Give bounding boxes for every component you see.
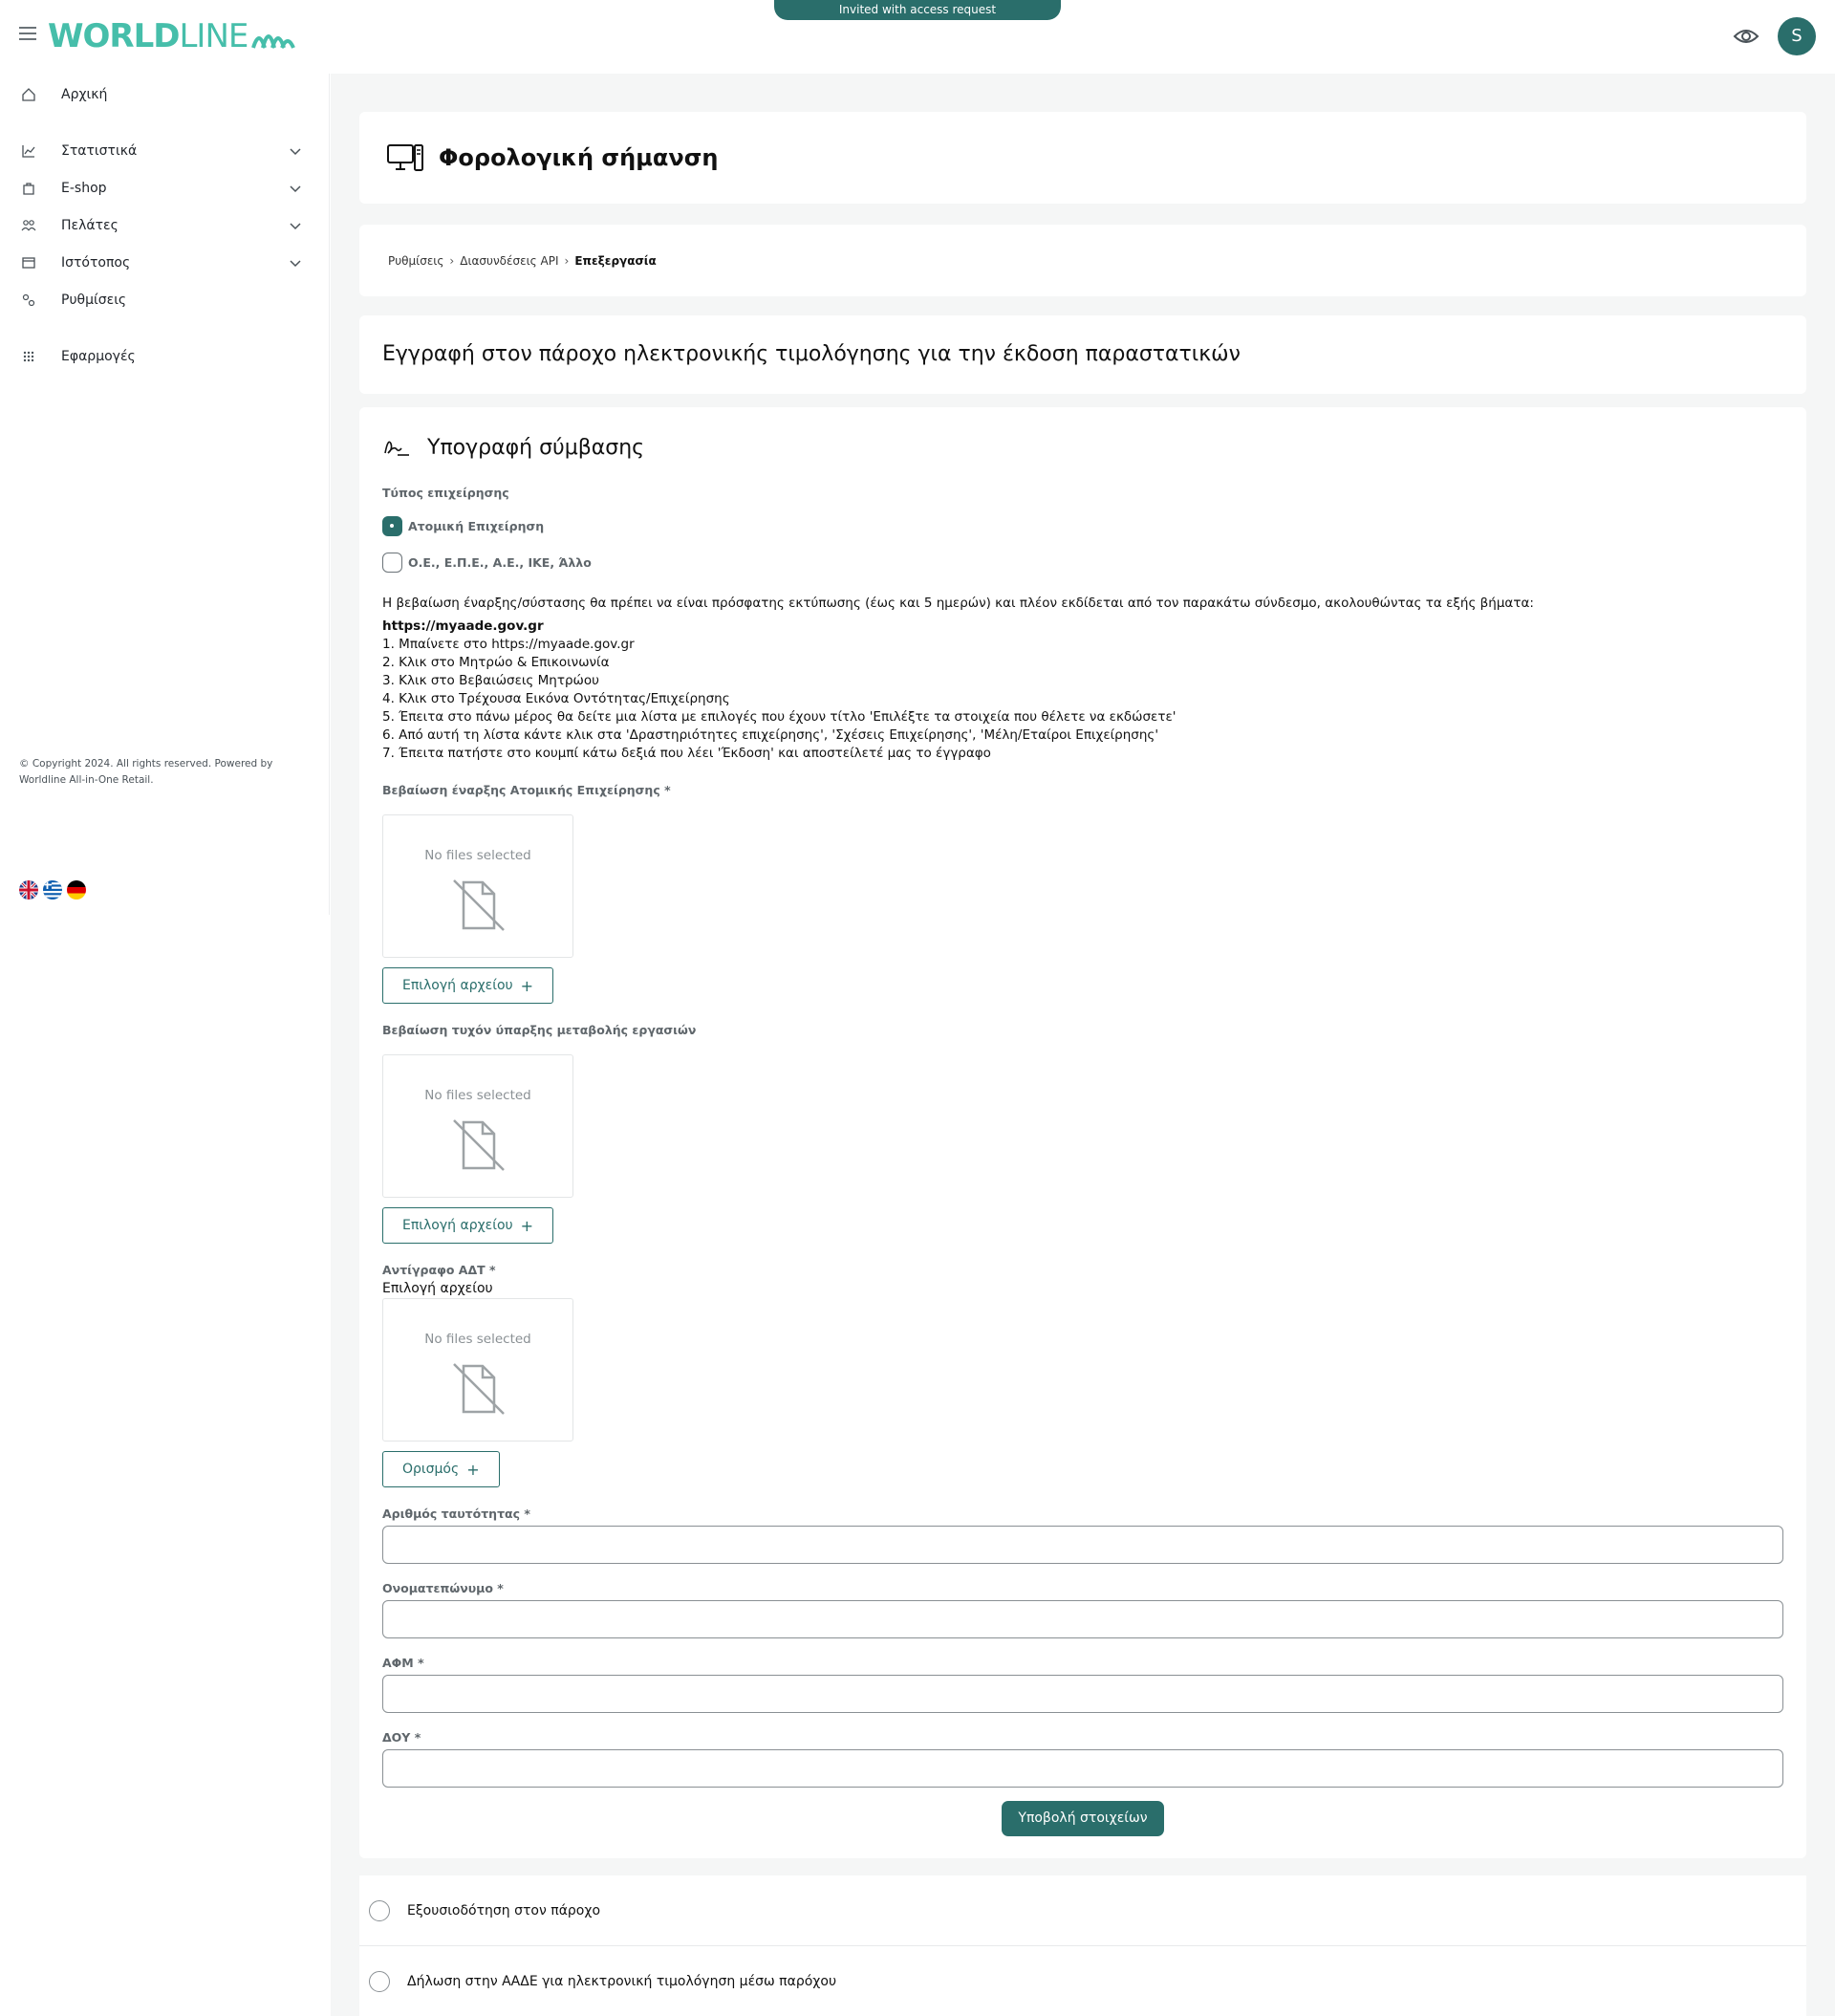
sidebar-item-label: E-shop bbox=[61, 181, 107, 196]
plus-icon: + bbox=[520, 976, 534, 995]
step-aade-declaration[interactable] bbox=[359, 1946, 1806, 2016]
radio-checked-icon[interactable] bbox=[382, 516, 402, 536]
chart-icon bbox=[21, 143, 36, 159]
home-icon bbox=[21, 87, 36, 102]
invite-badge: Invited with access request bbox=[774, 0, 1061, 20]
plus-icon: + bbox=[466, 1460, 480, 1479]
chevron-down-icon bbox=[289, 219, 302, 232]
settings-icon bbox=[21, 293, 36, 308]
instructions-intro: Η βεβαίωση έναρξης/σύστασης θα πρέπει να είναι πρόσφατης εκτύπωσης (έως και 5 ημερών) και πλέον εκδίδεται από τον παρακάτω σύνδεσμο, ακολουθώντας τα εξής βήματα: bbox=[382, 596, 1534, 611]
copyright-text: © Copyright 2024. All rights reserved. Powered by Worldline All-in-One Retail. bbox=[19, 758, 273, 786]
grid-icon bbox=[21, 349, 36, 364]
section-title-card bbox=[359, 315, 1806, 394]
sidebar-item-settings[interactable] bbox=[0, 283, 330, 317]
breadcrumb bbox=[388, 225, 657, 296]
computer-icon bbox=[386, 142, 424, 173]
sidebar-item-label: Αρχική bbox=[61, 87, 108, 102]
choose-file-button[interactable] bbox=[382, 967, 553, 1004]
shopping-bag-icon bbox=[21, 181, 36, 196]
page-header-card bbox=[359, 112, 1806, 204]
set-file-button[interactable] bbox=[382, 1451, 500, 1487]
sidebar-item-website[interactable] bbox=[0, 246, 330, 280]
sidebar-item-apps[interactable] bbox=[0, 339, 330, 374]
instruction-step: 7. Έπειτα πατήστε στο κουμπί κάτω δεξιά που λέει 'Έκδοση' και αποστείλετέ μας το έγγραφο bbox=[382, 746, 991, 761]
button-label: Επιλογή αρχείου bbox=[402, 978, 513, 993]
field-label: Ονοματεπώνυμο * bbox=[382, 1581, 504, 1595]
page-title: Φορολογική σήμανση bbox=[439, 144, 719, 171]
chevron-right-icon: › bbox=[449, 253, 455, 268]
upload-label: Αντίγραφο ΑΔΤ * bbox=[382, 1263, 496, 1277]
field-label: Αριθμός ταυτότητας * bbox=[382, 1507, 530, 1521]
no-files-text: No files selected bbox=[424, 1332, 531, 1347]
no-files-text: No files selected bbox=[424, 1088, 531, 1103]
step-status-icon bbox=[369, 1971, 390, 1992]
form-title: Υπογραφή σύμβασης bbox=[427, 436, 645, 460]
worldline-wave-icon bbox=[251, 23, 301, 50]
sidebar-item-eshop[interactable] bbox=[0, 171, 330, 206]
menu-icon[interactable] bbox=[19, 27, 36, 40]
step-authorize-provider[interactable] bbox=[359, 1875, 1806, 1946]
instruction-step: 5. Έπειτα στο πάνω μέρος θα δείτε μια λίστα με επιλογές που έχουν τίτλο 'Επιλέξτε τα στοιχεία που θέλετε να εκδώσετε' bbox=[382, 709, 1177, 725]
instructions bbox=[382, 595, 1797, 763]
id-number-input[interactable] bbox=[382, 1526, 1783, 1564]
instruction-step: 2. Κλικ στο Μητρώο & Επικοινωνία bbox=[382, 655, 610, 670]
choose-file-button[interactable] bbox=[382, 1207, 553, 1244]
radio-label: Ατομική Επιχείρηση bbox=[408, 519, 545, 533]
business-type-label: Τύπος επιχείρησης bbox=[382, 486, 509, 500]
no-file-icon bbox=[446, 1360, 511, 1418]
field-label: ΑΦΜ * bbox=[382, 1656, 424, 1670]
browser-icon bbox=[21, 255, 36, 271]
sidebar-item-label: Εφαρμογές bbox=[61, 349, 136, 364]
tax-office-input[interactable] bbox=[382, 1749, 1783, 1788]
file-dropzone[interactable] bbox=[382, 1054, 573, 1198]
upload-label: Βεβαίωση έναρξης Ατομικής Επιχείρησης * bbox=[382, 783, 671, 797]
breadcrumb-item-settings[interactable]: Ρυθμίσεις bbox=[388, 253, 444, 268]
field-label: ΔΟΥ * bbox=[382, 1730, 421, 1745]
button-label: Ορισμός bbox=[402, 1462, 460, 1477]
chevron-right-icon: › bbox=[564, 253, 570, 268]
instruction-step: 1. Μπαίνετε στο https://myaade.gov.gr bbox=[382, 637, 635, 652]
upload-label: Βεβαίωση τυχόν ύπαρξης μεταβολής εργασιών bbox=[382, 1023, 697, 1037]
signature-icon bbox=[382, 436, 411, 459]
users-icon bbox=[21, 218, 36, 233]
sidebar-item-label: Πελάτες bbox=[61, 218, 119, 233]
top-bar bbox=[0, 0, 1835, 74]
breadcrumb-item-edit: Επεξεργασία bbox=[574, 253, 657, 268]
section-title: Εγγραφή στον πάροχο ηλεκτρονικής τιμολόγησης για την έκδοση παραστατικών bbox=[382, 342, 1241, 366]
sidebar-item-label: Στατιστικά bbox=[61, 143, 138, 159]
instructions-link[interactable]: https://myaade.gov.gr bbox=[382, 618, 544, 634]
sidebar-item-label: Ρυθμίσεις bbox=[61, 293, 127, 308]
button-label: Επιλογή αρχείου bbox=[402, 1218, 513, 1233]
chevron-down-icon bbox=[289, 256, 302, 270]
breadcrumb-card bbox=[359, 225, 1806, 296]
radio-company[interactable] bbox=[382, 553, 592, 573]
radio-unchecked-icon[interactable] bbox=[382, 553, 402, 573]
radio-label: Ο.Ε., Ε.Π.Ε., Α.Ε., ΙΚΕ, Άλλο bbox=[408, 555, 592, 570]
radio-sole-proprietorship[interactable] bbox=[382, 516, 544, 536]
step-label: Εξουσιοδότηση στον πάροχο bbox=[407, 1903, 601, 1918]
no-files-text: No files selected bbox=[424, 848, 531, 863]
no-file-icon bbox=[446, 1116, 511, 1174]
upload-sublabel: Επιλογή αρχείου bbox=[382, 1281, 493, 1296]
main-content bbox=[331, 74, 1835, 2016]
sidebar bbox=[0, 74, 330, 915]
sidebar-item-label: Ιστότοπος bbox=[61, 255, 131, 271]
sidebar-item-customers[interactable] bbox=[0, 208, 330, 243]
eye-icon[interactable] bbox=[1732, 25, 1760, 48]
plus-icon: + bbox=[520, 1216, 534, 1235]
greece-flag-icon[interactable] bbox=[43, 880, 62, 900]
step-status-icon bbox=[369, 1900, 390, 1921]
sidebar-item-home[interactable] bbox=[0, 77, 330, 112]
no-file-icon bbox=[446, 877, 511, 934]
step-label: Δήλωση στην ΑΑΔΕ για ηλεκτρονική τιμολόγηση μέσω παρόχου bbox=[407, 1974, 837, 1989]
breadcrumb-item-api-integrations[interactable]: Διασυνδέσεις API bbox=[460, 253, 559, 268]
file-dropzone[interactable] bbox=[382, 814, 573, 958]
chevron-down-icon bbox=[289, 144, 302, 158]
uk-flag-icon[interactable] bbox=[19, 880, 38, 900]
submit-button[interactable]: Υποβολή στοιχείων bbox=[1002, 1801, 1164, 1836]
germany-flag-icon[interactable] bbox=[67, 880, 86, 900]
instruction-step: 3. Κλικ στο Βεβαιώσεις Μητρώου bbox=[382, 673, 599, 688]
instruction-step: 4. Κλικ στο Τρέχουσα Εικόνα Οντότητας/Επιχείρησης bbox=[382, 691, 730, 706]
worldline-logo[interactable]: WORLDLINE bbox=[48, 17, 301, 55]
user-avatar[interactable]: S bbox=[1778, 17, 1816, 55]
contract-signature-card bbox=[359, 407, 1806, 1858]
full-name-input[interactable] bbox=[382, 1600, 1783, 1638]
chevron-down-icon bbox=[289, 182, 302, 195]
file-dropzone[interactable] bbox=[382, 1298, 573, 1442]
tax-id-input[interactable] bbox=[382, 1675, 1783, 1713]
instruction-step: 6. Από αυτή τη λίστα κάντε κλικ στα 'Δραστηριότητες επιχείρησης', 'Σχέσεις Επιχείρησης', 'Μέλη/Εταίροι Επιχείρησης' bbox=[382, 727, 1159, 743]
sidebar-item-statistics[interactable] bbox=[0, 134, 330, 168]
language-selector bbox=[19, 880, 86, 900]
